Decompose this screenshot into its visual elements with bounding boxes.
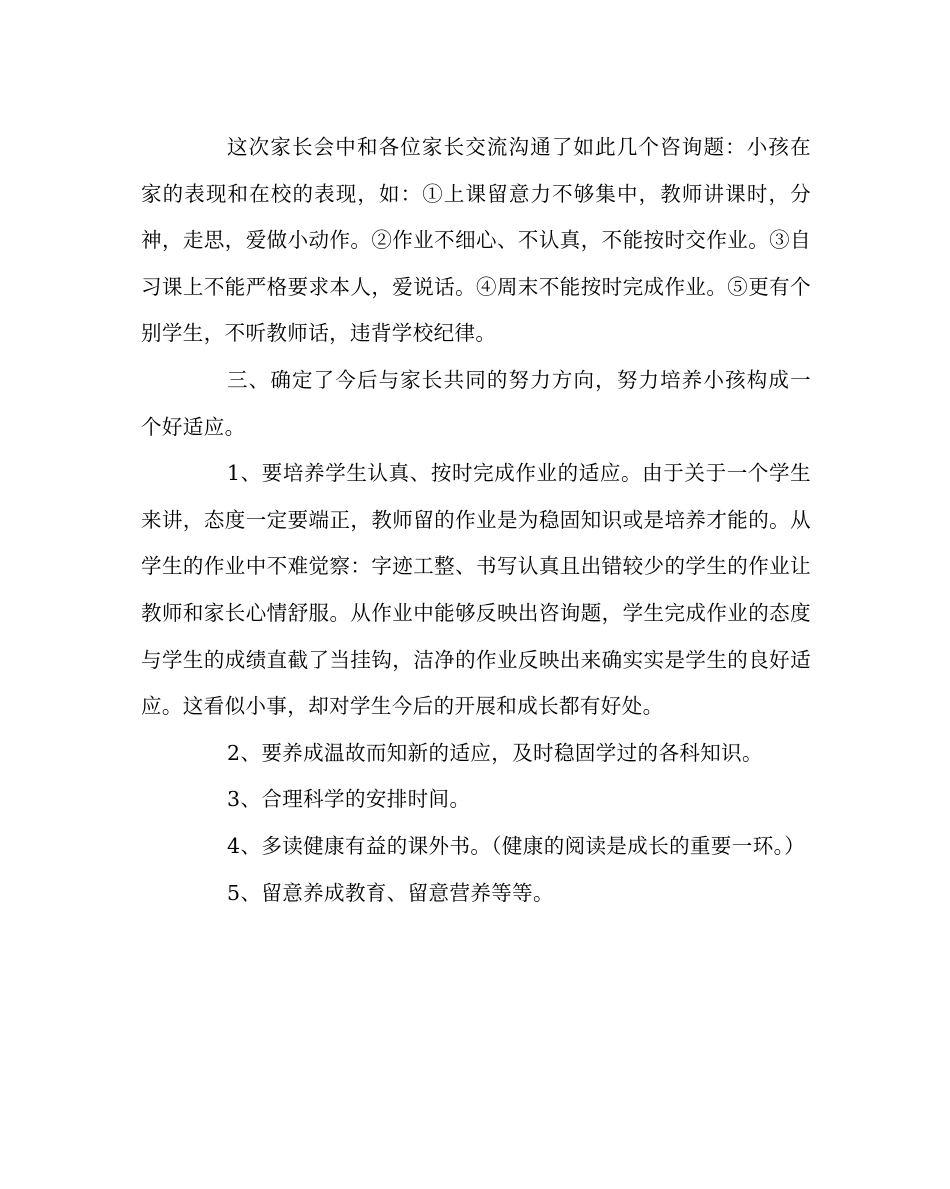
paragraph-item-4-reading: 4、多读健康有益的课外书。（健康的阅读是成长的重要一环。） <box>227 833 806 858</box>
paragraph-section-three-heading: 三、确定了今后与家长共同的努力方向，努力培养小孩构成一个好适应。 <box>141 367 811 439</box>
paragraph-parent-meeting-issues: 这次家长会中和各位家长交流沟通了如此几个咨询题：小孩在家的表现和在校的表现，如：①上课留意力不够集中，教师讲课时，分神，走思，爱做小动作。②作业不细心、不认真，不能按时交作业。③自习课上不能严格要求本人，爱说话。④周末不能按时完成作业。⑤更有个别学生，不听教师话，违背学校纪律。 <box>141 135 811 346</box>
paragraph-item-3-time-management: 3、合理科学的安排时间。 <box>227 787 471 812</box>
paragraph-item-1-homework-habits: 1、要培养学生认真、按时完成作业的适应。由于关于一个学生来讲，态度一定要端正，教师留的作业是为稳固知识或是培养才能的。从学生的作业中不难觉察：字迹工整、书写认真且出错较少的学生的作业让教师和家长心情舒服。从作业中能够反映出咨询题，学生完成作业的态度与学生的成绩直截了当挂钩，洁净的作业反映出来确实实是学生的良好适应。这看似小事，却对学生今后的开展和成长都有好处。 <box>141 461 811 719</box>
paragraph-item-5-nutrition: 5、留意养成教育、留意营养等等。 <box>227 880 554 905</box>
document-body <box>141 124 811 916</box>
paragraph-item-2-review-knowledge: 2、要养成温故而知新的适应，及时稳固学过的各科知识。 <box>227 740 763 765</box>
